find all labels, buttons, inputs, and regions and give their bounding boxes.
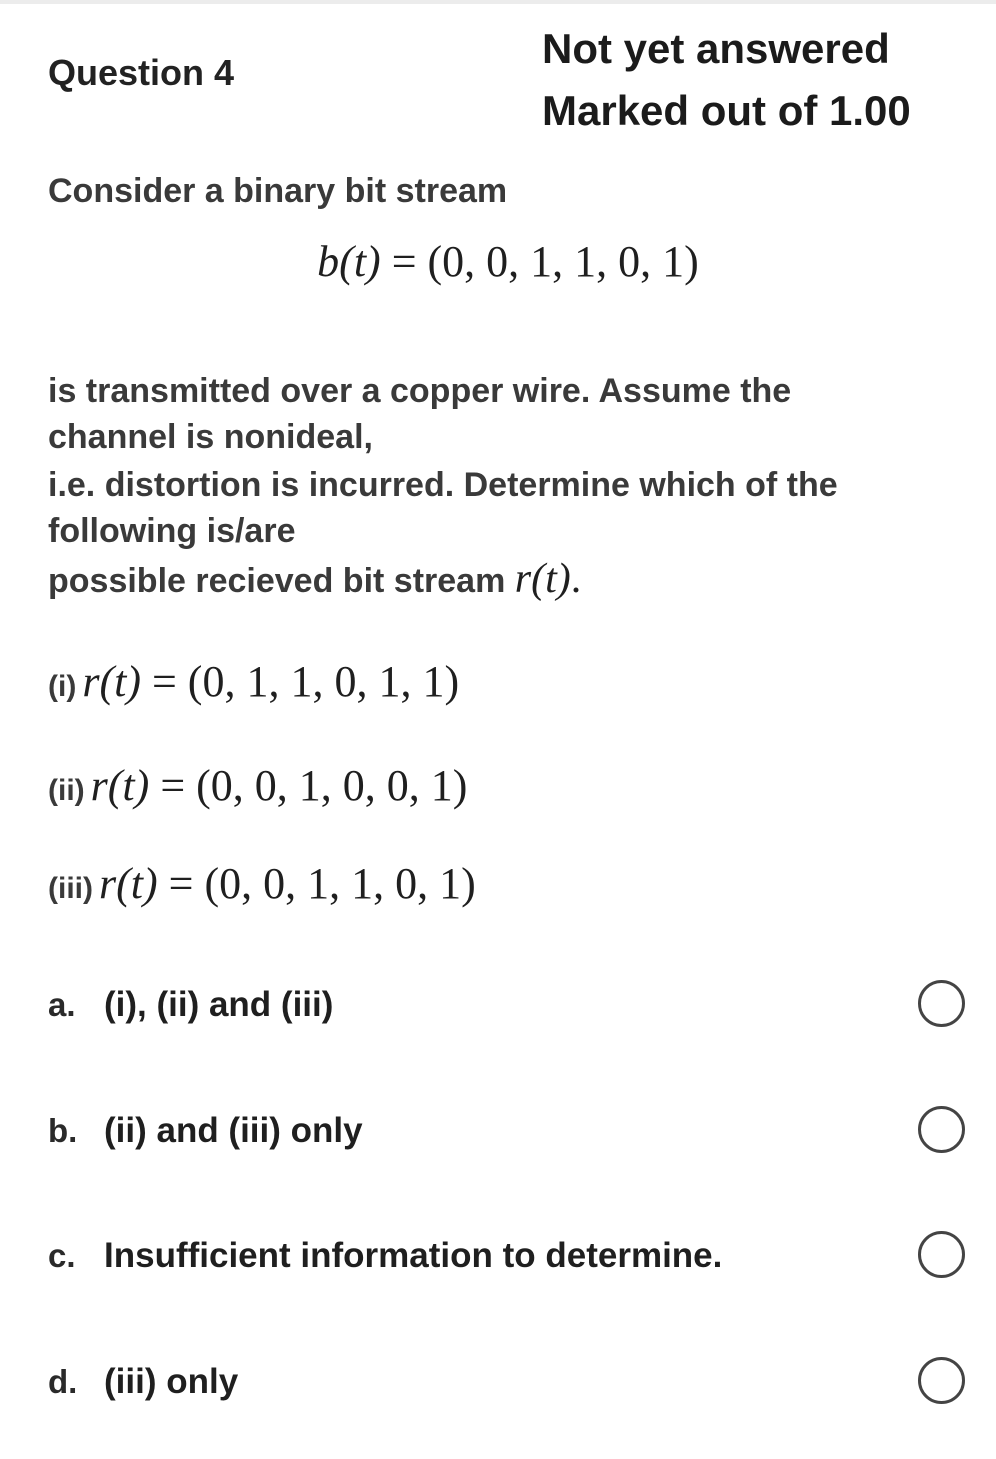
case-label: (i)	[48, 670, 77, 703]
case-lhs: r(t)	[90, 761, 150, 810]
option-c[interactable]	[48, 1226, 968, 1286]
equation-rhs: = (0, 0, 1, 1, 0, 1)	[391, 237, 699, 286]
radio-button-d[interactable]	[918, 1357, 965, 1404]
option-letter: a.	[48, 986, 76, 1023]
case-lhs: r(t)	[99, 859, 158, 908]
radio-button-c[interactable]	[918, 1231, 965, 1278]
top-divider	[0, 0, 996, 4]
option-d[interactable]	[48, 1352, 968, 1412]
option-b[interactable]	[48, 1101, 968, 1161]
answer-status: Not yet answered	[542, 25, 890, 72]
question-body-line-1: is transmitted over a copper wire. Assume the	[48, 372, 792, 410]
question-status-block	[542, 18, 911, 142]
question-body-line-5	[48, 556, 581, 604]
case-label: (ii)	[48, 774, 85, 807]
option-text: (iii) only	[104, 1362, 239, 1401]
option-text: Insufficient information to determine.	[104, 1236, 723, 1275]
question-intro: Consider a binary bit stream	[48, 172, 508, 210]
question-number: Question 4	[48, 52, 235, 93]
option-text: (ii) and (iii) only	[104, 1111, 363, 1150]
bitstream-equation	[0, 236, 996, 287]
option-letter: b.	[48, 1112, 78, 1149]
option-letter: d.	[48, 1363, 78, 1400]
case-rhs: = (0, 0, 1, 0, 0, 1)	[160, 761, 468, 810]
case-lhs: r(t)	[82, 657, 141, 706]
marks-info: Marked out of 1.00	[542, 87, 911, 134]
radio-button-a[interactable]	[918, 980, 965, 1027]
case-ii	[48, 760, 467, 811]
case-rhs: = (0, 0, 1, 1, 0, 1)	[168, 859, 476, 908]
last-line-text: possible recieved bit stream	[48, 562, 506, 600]
option-text: (i), (ii) and (iii)	[104, 985, 334, 1024]
radio-button-b[interactable]	[918, 1106, 965, 1153]
question-body-line-3: i.e. distortion is incurred. Determine which of the	[48, 466, 838, 504]
equation-lhs: b(t)	[317, 237, 381, 286]
case-rhs: = (0, 1, 1, 0, 1, 1)	[151, 657, 460, 706]
received-stream-symbol: r(t)	[514, 556, 571, 602]
question-body-line-4: following is/are	[48, 512, 296, 550]
option-letter: c.	[48, 1237, 76, 1274]
case-iii	[48, 858, 476, 909]
option-a[interactable]	[48, 975, 968, 1035]
last-line-end: .	[570, 556, 582, 602]
case-label: (iii)	[48, 872, 93, 905]
question-body-line-2: channel is nonideal,	[48, 418, 373, 456]
case-i	[48, 656, 459, 707]
